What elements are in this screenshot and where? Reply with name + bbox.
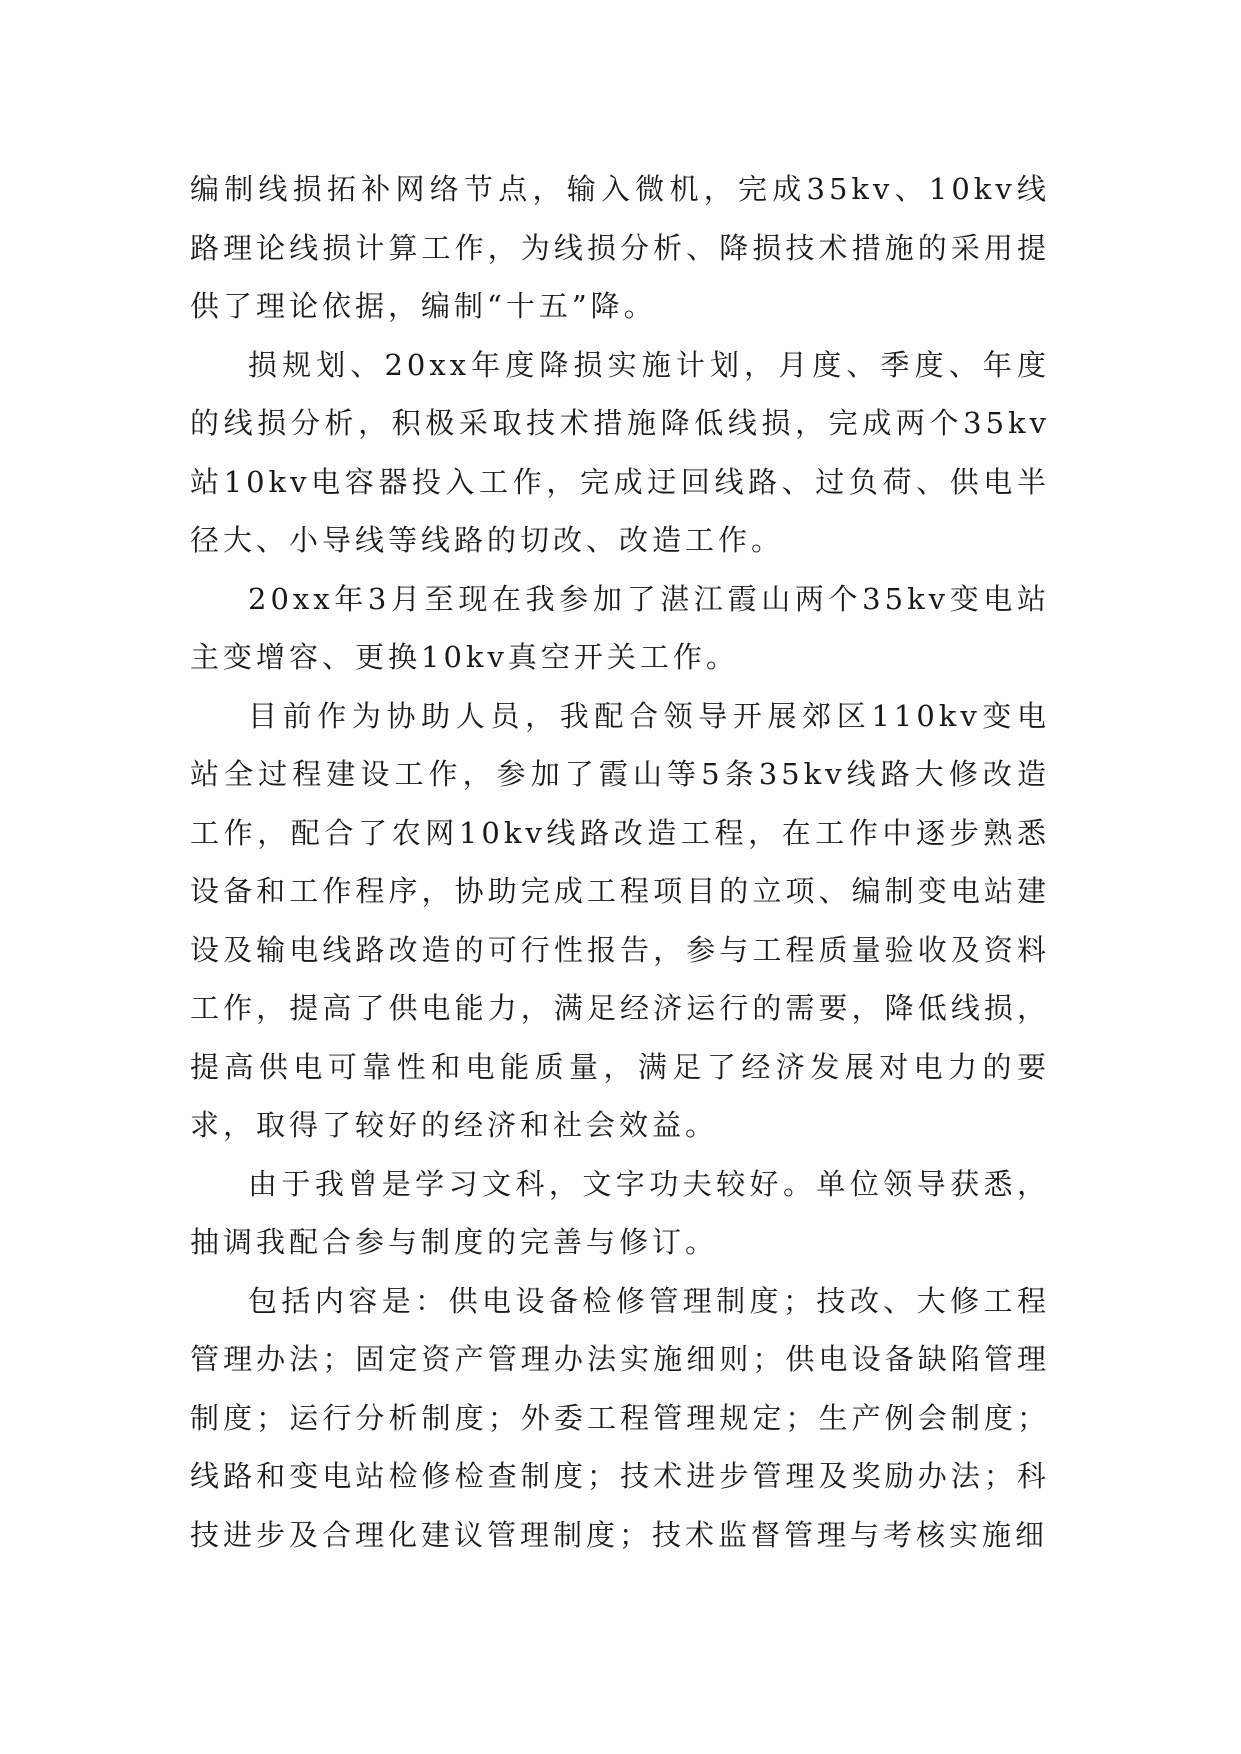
paragraph: 损规划、20xx年度降损实施计划，月度、季度、年度的线损分析，积极采取技术措施降低线损，完成两个35kv站10kv电容器投入工作，完成迂回线路、过负荷、供电半径大、小导线等线路的切改、改造工作。	[190, 347, 1050, 557]
paragraph: 包括内容是：供电设备检修管理制度；技改、大修工程管理办法；固定资产管理办法实施细则；供电设备缺陷管理制度；运行分析制度；外委工程管理规定；生产例会制度；线路和变电站检修检查制度；技术进步管理及奖励办法；科技进步及合理化建议管理制度；技术监督管理与考核实施细	[190, 1283, 1050, 1552]
document-body	[190, 160, 1050, 1564]
paragraph-continued: 编制线损拓补网络节点，输入微机，完成35kv、10kv线路理论线损计算工作，为线损分析、降损技术措施的采用提供了理论依据，编制“十五”降。	[190, 172, 1050, 323]
paragraph: 20xx年3月至现在我参加了湛江霞山两个35kv变电站主变增容、更换10kv真空开关工作。	[190, 581, 1050, 674]
paragraph: 目前作为协助人员，我配合领导开展郊区110kv变电站全过程建设工作，参加了霞山等5条35kv线路大修改造工作，配合了农网10kv线路改造工程，在工作中逐步熟悉设备和工作程序，协助完成工程项目的立项、编制变电站建设及输电线路改造的可行性报告，参与工程质量验收及资料工作，提高了供电能力，满足经济运行的需要，降低线损，提高供电可靠性和电能质量，满足了经济发展对电力的要求，取得了较好的经济和社会效益。	[190, 698, 1050, 1142]
paragraph: 由于我曾是学习文科，文字功夫较好。单位领导获悉，抽调我配合参与制度的完善与修订。	[190, 1166, 1050, 1259]
